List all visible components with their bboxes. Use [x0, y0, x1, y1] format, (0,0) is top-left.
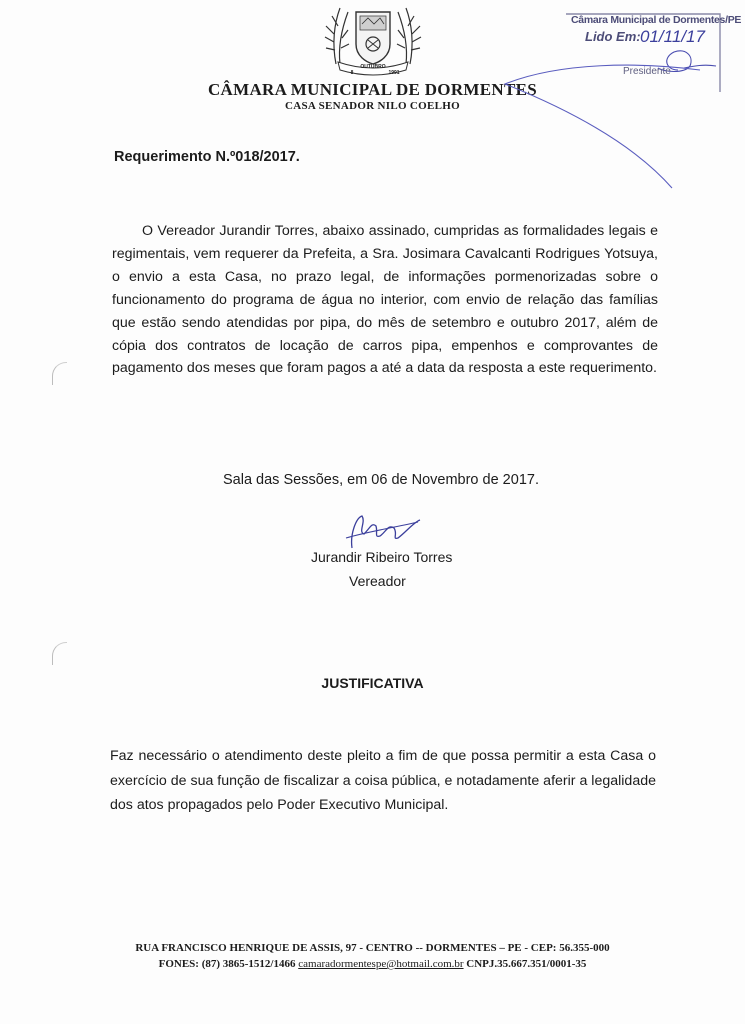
- justification-body: Faz necessário o atendimento deste pleito a fim de que possa permitir a esta Casa o exercício de sua função de fiscalizar a coisa pública, e notadamente aferir a legalidade dos atos propagados pelo Poder Executivo Municipal.: [110, 748, 656, 813]
- municipal-crest-icon: [322, 4, 424, 78]
- footer-cnpj: CNPJ.35.667.351/0001-35: [466, 958, 587, 970]
- footer-email-link[interactable]: camaradormentespe@hotmail.com.br: [298, 958, 464, 970]
- stamp-org-name: Câmara Municipal de Dormentes/PE: [571, 14, 742, 26]
- requerimento-body: O Vereador Jurandir Torres, abaixo assinado, cumpridas as formalidades legais e regimentais, vem requerer da Prefeita, a Sra. Josimara Cavalcanti Rodrigues Yotsuya, o envio a esta Casa, no prazo legal, de informações pormenorizadas sobre o funcionamento do programa de água no interior, com envio de relação das famílias que estão sendo atendidas por pipa, do mês de setembro e outubro 2017, além de cópia dos contratos de locação de carros pipa, empenhos e comprovantes de pagamento dos meses que foram pagos a até a data da resposta a este requerimento.: [112, 223, 658, 377]
- stamp-lido-label: Lido Em:: [585, 29, 641, 44]
- stamp-handwritten-date: 01/11/17: [640, 27, 705, 46]
- punch-hole-mark: [52, 362, 67, 385]
- footer-contacts: [0, 958, 745, 970]
- footer-address: RUA FRANCISCO HENRIQUE DE ASSIS, 97 - CENTRO -- DORMENTES – PE - CEP: 56.355-000: [135, 942, 610, 954]
- signatory-name: Jurandir Ribeiro Torres: [311, 549, 453, 565]
- crest-day: 8: [350, 70, 354, 76]
- stamp-presidente: Presidente: [623, 66, 671, 77]
- signatory-role: Vereador: [349, 573, 406, 589]
- footer-phones: FONES: (87) 3865-1512/1466: [158, 958, 296, 970]
- crest-month: OUTUBRO: [360, 64, 386, 70]
- requerimento-title: Requerimento N.º018/2017.: [114, 149, 300, 165]
- org-subtitle: CASA SENADOR NILO COELHO: [285, 100, 460, 112]
- org-name: CÂMARA MUNICIPAL DE DORMENTES: [207, 80, 538, 99]
- crest-year: 1991: [388, 70, 400, 76]
- handwritten-signature-icon: [336, 508, 424, 554]
- place-and-date: Sala das Sessões, em 06 de Novembro de 2017.: [223, 472, 539, 488]
- punch-hole-mark: [52, 642, 67, 665]
- justification-title: JUSTIFICATIVA: [321, 675, 424, 691]
